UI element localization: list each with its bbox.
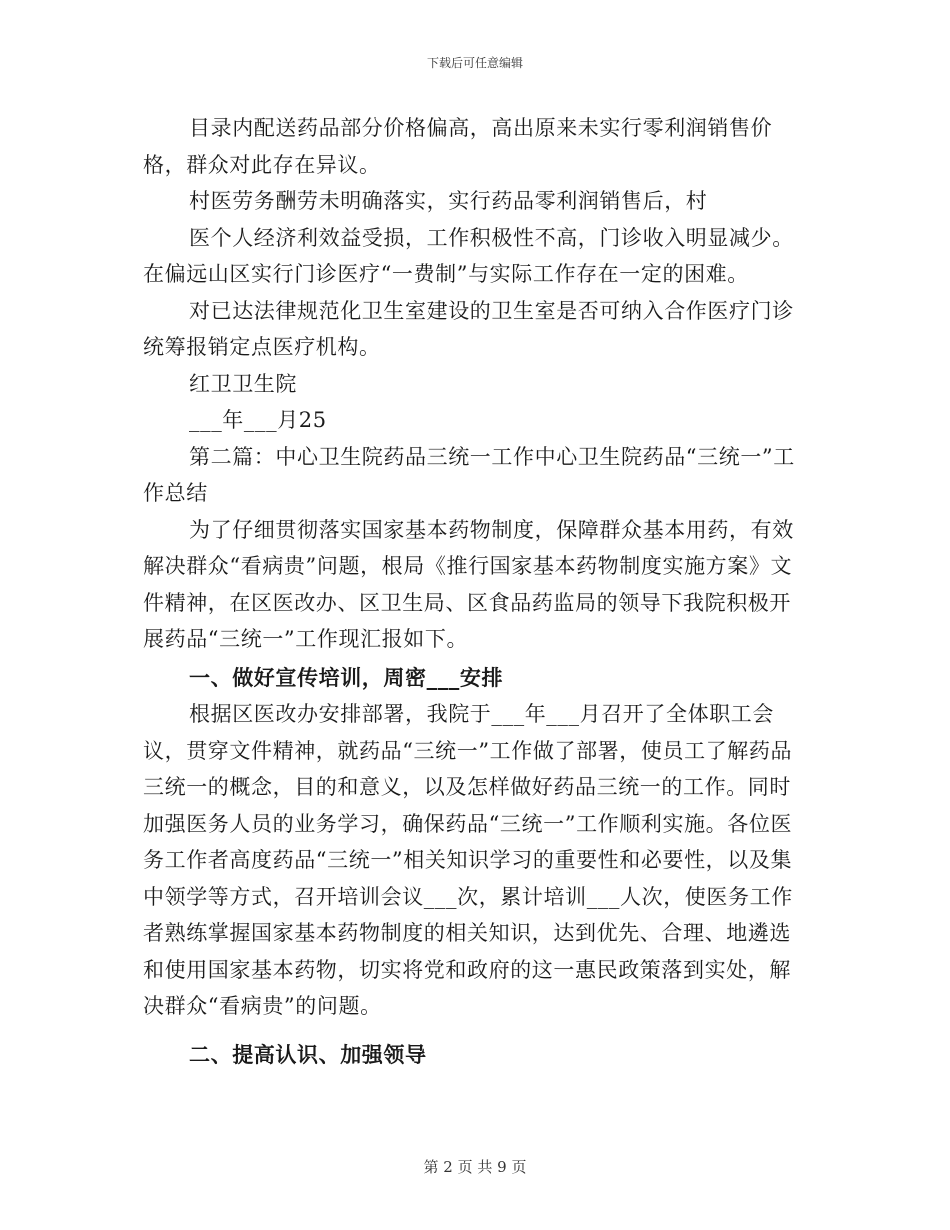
- paragraph-clinic-inclusion: 对已达法律规范化卫生室建设的卫生室是否可纳入合作医疗门诊统筹报销定点医疗机构。: [143, 298, 794, 359]
- paragraph-income-loss: 医个人经济利效益受损，工作积极性不高，门诊收入明显减少。在偏远山区实行门诊医疗“一费制”与实际工作存在一定的困难。: [143, 225, 794, 286]
- paragraph-training: 根据区医改办安排部署，我院于___年___月召开了全体职工会议，贯穿文件精神，就药品“三统一”工作做了部署，使员工了解药品三统一的概念，目的和意义，以及怎样做好药品三统一的工作。同时加强医务人员的业务学习，确保药品“三统一”工作顺利实施。各位医务工作者高度药品“三统一”相关知识学习的重要性和必要性，以及集中领学等方式，召开培训会议___次，累计培训___人次，使医务工作者熟练掌握国家基本药物制度的相关知识，达到优先、合理、地遴选和使用国家基本药物，切实将党和政府的这一惠民政策落到实处，解决群众“看病贵”的问题。: [143, 702, 793, 1018]
- spacer: [143, 1025, 808, 1035]
- heading-leadership: 二、提高认识、加强领导: [189, 1041, 427, 1067]
- signature-date: ___年___月25: [189, 408, 327, 432]
- paragraph-village-doctor-pay: 村医劳务酬劳未明确落实，实行药品零利润销售后，村: [189, 189, 708, 213]
- signature-org: 红卫卫生院: [189, 371, 297, 396]
- page-header: 下载后可任意编辑: [426, 56, 523, 70]
- paragraph-intro: 为了仔细贯彻落实国家基本药物制度，保障群众基本用药，有效解决群众“看病贵”问题，根局《推行国家基本药物制度实施方案》文件精神，在区医改办、区卫生局、区食品药监局的领导下我院积极开展药品“三统一”工作现汇报如下。: [143, 517, 794, 651]
- page-footer: 第 2 页 共 9 页: [423, 1158, 527, 1176]
- paragraph-drug-prices: 目录内配送药品部分价格偏高，高出原来未实行零利润销售价格，群众对此存在异议。: [143, 116, 773, 177]
- heading-training: 一、做好宣传培训，周密___安排: [189, 664, 504, 690]
- section-title-part-two: 第二篇：中心卫生院药品三统一工作中心卫生院药品“三统一”工作总结: [143, 444, 795, 505]
- document-body: [143, 110, 808, 1073]
